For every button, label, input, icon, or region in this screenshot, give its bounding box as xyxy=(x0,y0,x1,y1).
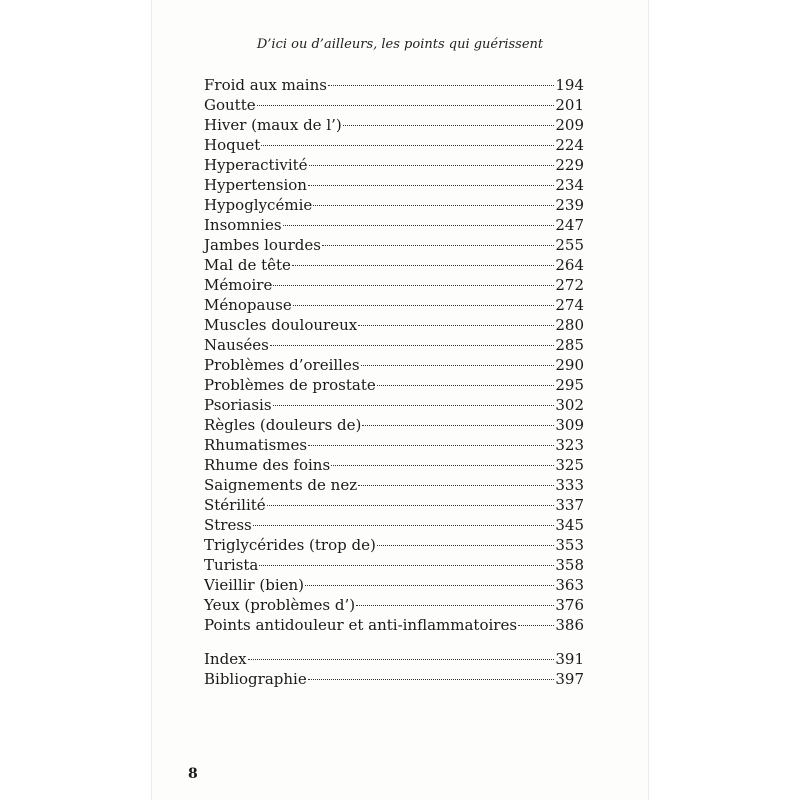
toc-entry xyxy=(204,175,584,195)
toc-entry-page: 285 xyxy=(555,336,584,354)
dot-leader xyxy=(331,465,554,466)
toc-entry xyxy=(204,435,584,455)
dot-leader xyxy=(270,345,554,346)
toc-entry-label: Saignements de nez xyxy=(204,476,358,494)
toc-entry-page: 247 xyxy=(555,216,584,234)
toc-entry-label: Hypertension xyxy=(204,176,307,194)
toc-entry-label: Nausées xyxy=(204,336,269,354)
toc-entry-label: Muscles douloureux xyxy=(204,316,358,334)
table-of-contents xyxy=(204,75,584,689)
toc-entry-page: 239 xyxy=(555,196,584,214)
dot-leader xyxy=(309,165,555,166)
dot-leader xyxy=(377,385,555,386)
toc-entry-label: Triglycérides (trop de) xyxy=(204,536,376,554)
dot-leader xyxy=(518,625,554,626)
toc-entry-page: 323 xyxy=(555,436,584,454)
toc-entry-page: 194 xyxy=(555,76,584,94)
toc-entry xyxy=(204,669,584,689)
dot-leader xyxy=(261,145,554,146)
toc-entry xyxy=(204,595,584,615)
toc-back-matter xyxy=(204,649,584,689)
dot-leader xyxy=(259,565,554,566)
toc-entry-label: Rhume des foins xyxy=(204,456,331,474)
page-number: 8 xyxy=(188,766,198,782)
toc-entry-label: Turista xyxy=(204,556,259,574)
toc-entry-label: Hiver (maux de l’) xyxy=(204,116,342,134)
toc-entry xyxy=(204,355,584,375)
running-head: D’ici ou d’ailleurs, les points qui guérissent xyxy=(256,37,544,52)
dot-leader xyxy=(293,305,555,306)
toc-entry xyxy=(204,475,584,495)
dot-leader xyxy=(328,85,554,86)
dot-leader xyxy=(267,505,555,506)
toc-entry xyxy=(204,135,584,155)
toc-entry xyxy=(204,155,584,175)
toc-entry-page: 201 xyxy=(555,96,584,114)
toc-entry-page: 391 xyxy=(555,650,584,668)
dot-leader xyxy=(322,245,554,246)
dot-leader xyxy=(313,205,554,206)
toc-entry-page: 209 xyxy=(555,116,584,134)
toc-entry-page: 272 xyxy=(555,276,584,294)
toc-entry xyxy=(204,615,584,635)
dot-leader xyxy=(343,125,555,126)
toc-entry xyxy=(204,335,584,355)
dot-leader xyxy=(377,545,555,546)
dot-leader xyxy=(308,679,555,680)
toc-entry-page: 274 xyxy=(555,296,584,314)
dot-leader xyxy=(358,485,554,486)
section-gap xyxy=(204,635,584,649)
toc-entry-label: Goutte xyxy=(204,96,256,114)
toc-entry xyxy=(204,195,584,215)
toc-entry xyxy=(204,235,584,255)
toc-entry-page: 397 xyxy=(555,670,584,688)
toc-entry-page: 264 xyxy=(555,256,584,274)
toc-entry-page: 290 xyxy=(555,356,584,374)
toc-entry xyxy=(204,295,584,315)
toc-entry-label: Mal de tête xyxy=(204,256,291,274)
dot-leader xyxy=(361,365,555,366)
dot-leader xyxy=(253,525,555,526)
toc-entry-page: 229 xyxy=(555,156,584,174)
toc-entry xyxy=(204,535,584,555)
toc-entry xyxy=(204,455,584,475)
dot-leader xyxy=(257,105,555,106)
toc-entry-label: Froid aux mains xyxy=(204,76,327,94)
toc-entry xyxy=(204,415,584,435)
toc-entry-page: 224 xyxy=(555,136,584,154)
toc-entry xyxy=(204,575,584,595)
toc-entry-label: Index xyxy=(204,650,247,668)
toc-entry-page: 302 xyxy=(555,396,584,414)
toc-entry xyxy=(204,255,584,275)
toc-entry xyxy=(204,215,584,235)
toc-entry-label: Bibliographie xyxy=(204,670,307,688)
toc-entry-label: Hoquet xyxy=(204,136,261,154)
toc-entry xyxy=(204,375,584,395)
dot-leader xyxy=(273,285,554,286)
toc-entry-page: 386 xyxy=(555,616,584,634)
toc-entry xyxy=(204,495,584,515)
toc-entry xyxy=(204,315,584,335)
toc-entry xyxy=(204,95,584,115)
dot-leader xyxy=(248,659,555,660)
toc-entry xyxy=(204,515,584,535)
toc-entry-page: 333 xyxy=(555,476,584,494)
toc-entry-page: 353 xyxy=(555,536,584,554)
toc-entry-label: Jambes lourdes xyxy=(204,236,321,254)
toc-entry-label: Insomnies xyxy=(204,216,282,234)
toc-entry-page: 309 xyxy=(555,416,584,434)
toc-entry xyxy=(204,115,584,135)
toc-entry-page: 345 xyxy=(555,516,584,534)
toc-entry-label: Stress xyxy=(204,516,252,534)
toc-entry xyxy=(204,555,584,575)
toc-entry-page: 325 xyxy=(555,456,584,474)
dot-leader xyxy=(308,445,554,446)
toc-entries xyxy=(204,75,584,635)
toc-entry-page: 234 xyxy=(555,176,584,194)
toc-entry-page: 280 xyxy=(555,316,584,334)
toc-entry-page: 337 xyxy=(555,496,584,514)
toc-entry-label: Psoriasis xyxy=(204,396,272,414)
toc-entry-page: 376 xyxy=(555,596,584,614)
toc-entry-label: Stérilité xyxy=(204,496,266,514)
toc-entry-label: Hyperactivité xyxy=(204,156,308,174)
toc-entry xyxy=(204,395,584,415)
dot-leader xyxy=(292,265,554,266)
toc-entry-page: 358 xyxy=(555,556,584,574)
toc-entry-label: Points antidouleur et anti-inflammatoires xyxy=(204,616,518,634)
dot-leader xyxy=(305,585,554,586)
toc-entry-page: 363 xyxy=(555,576,584,594)
toc-entry-label: Problèmes de prostate xyxy=(204,376,376,394)
toc-entry-label: Mémoire xyxy=(204,276,273,294)
toc-entry-label: Règles (douleurs de) xyxy=(204,416,362,434)
dot-leader xyxy=(308,185,554,186)
toc-entry-page: 295 xyxy=(555,376,584,394)
toc-entry xyxy=(204,275,584,295)
dot-leader xyxy=(362,425,554,426)
toc-entry-label: Yeux (problèmes d’) xyxy=(204,596,356,614)
dot-leader xyxy=(358,325,554,326)
toc-entry-label: Ménopause xyxy=(204,296,292,314)
toc-entry xyxy=(204,75,584,95)
toc-entry-label: Problèmes d’oreilles xyxy=(204,356,360,374)
toc-entry xyxy=(204,649,584,669)
toc-entry-label: Hypoglycémie xyxy=(204,196,313,214)
toc-entry-label: Rhumatismes xyxy=(204,436,308,454)
toc-entry-label: Vieillir (bien) xyxy=(204,576,305,594)
dot-leader xyxy=(283,225,555,226)
dot-leader xyxy=(273,405,555,406)
toc-entry-page: 255 xyxy=(555,236,584,254)
dot-leader xyxy=(356,605,554,606)
